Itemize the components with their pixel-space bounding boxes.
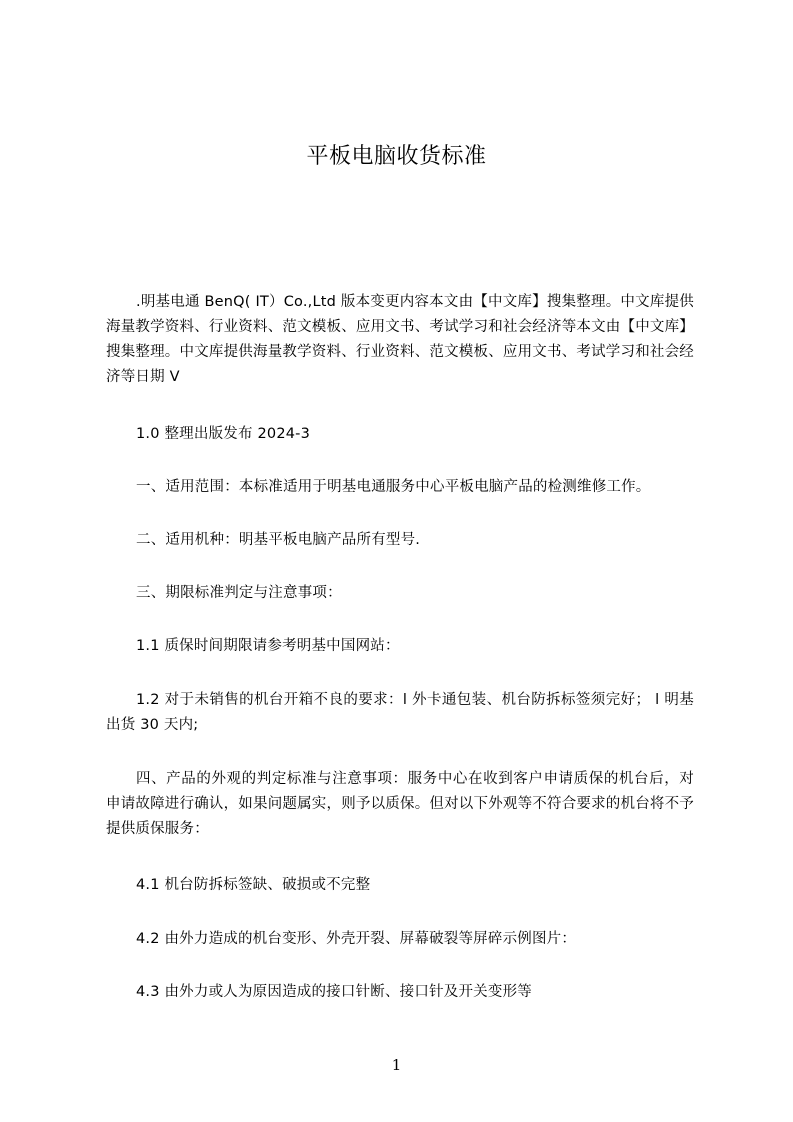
paragraph-scope: 一、适用范围：本标准适用于明基电通服务中心平板电脑产品的检测维修工作。: [136, 479, 651, 495]
paragraph-warranty-period: 1.1 质保时间期限请参考明基中国网站：: [136, 638, 400, 654]
paragraph-unsold-units: 1.2 对于未销售的机台开箱不良的要求：l 外卡通包装、机台防拆标签须完好； l 明基出货 30 天内;: [106, 692, 694, 733]
paragraph-models: 二、适用机种：明基平板电脑产品所有型号.: [136, 532, 421, 548]
paragraph-intro: .明基电通 BenQ( IT）Co.,Ltd 版本变更内容本文由【中文库】搜集整理。中文库提供海量教学资料、行业资料、范文模板、应用文书、考试学习和社会经济等本文由【中文库】搜集整理。中文库提供海量教学资料、行业资料、范文模板、应用文书、考试学习和社会经济等日期 V: [106, 294, 694, 385]
paragraph-warranty-heading: 三、期限标准判定与注意事项：: [136, 585, 342, 601]
page-number: 1: [391, 1056, 402, 1074]
paragraph-connector-damage: 4.3 由外力或人为原因造成的接口针断、接口针及开关变形等: [136, 984, 532, 1000]
document-title: 平板电脑收货标准: [306, 144, 487, 169]
paragraph-external-force: 4.2 由外力造成的机台变形、外壳开裂、屏幕破裂等屏碎示例图片：: [136, 931, 577, 947]
paragraph-version: 1.0 整理出版发布 2024-3: [136, 426, 311, 442]
paragraph-label-damage: 4.1 机台防拆标签缺、破损或不完整: [136, 877, 371, 893]
paragraph-appearance-standard: 四、产品的外观的判定标准与注意事项：服务中心在收到客户申请质保的机台后，对申请故障进行确认，如果问题属实，则予以质保。但对以下外观等不符合要求的机台将不予提供质保服务：: [106, 771, 694, 837]
